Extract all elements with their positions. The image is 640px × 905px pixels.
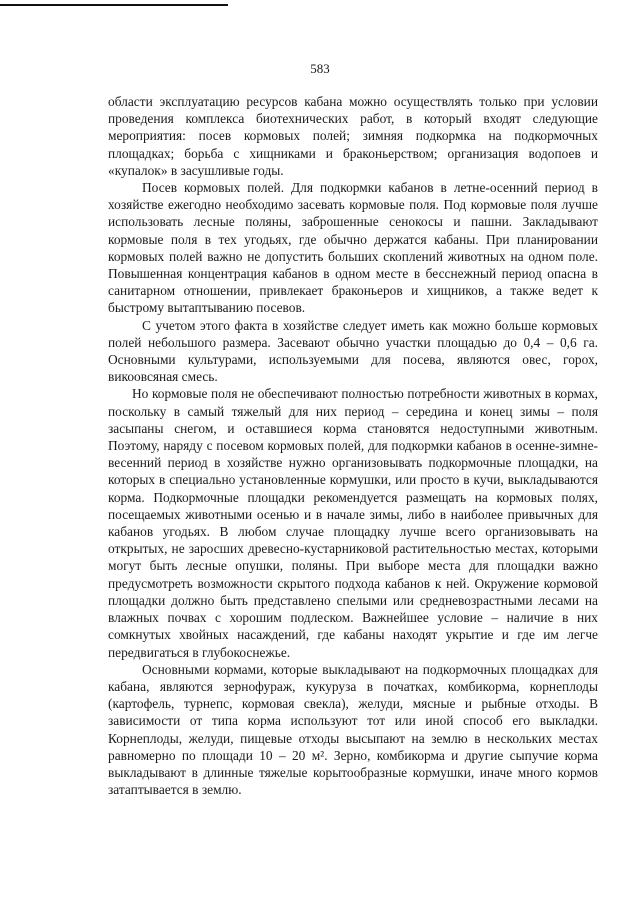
- paragraph-continuation: области эксплуатацию ресурсов кабана можно осуществлять только при условии проведения комплекса биотехнических работ, в который входят следующие мероприятия: посев кормовых полей; зимняя подкормка на подкормочных площадках; борьба с хищниками и браконьерством; организация водопоев и «купалок» в засушливые годы.: [108, 94, 598, 178]
- paragraph-feeding-sites: Но кормовые поля не обеспечивают полностью потребности животных в кормах, поскольку в самый тяжелый для них период – середина и конец зимы – поля засыпаны снегом, и оставшиеся корма становятся недоступными животным. Поэтому, наряду с посевом кормовых полей, для подкормки кабанов в осенне-зимне-весенний период в хозяйстве нужно организовывать подкормочные площадки, на которых в специально установленные кормушки, или просто в кучи, выкладываются корма. Подкормочные площадки рекомендуется размещать на кормовых полях, посещаемых животными осенью и в начале зимы, либо в наиболее привычных для кабанов угодьях. В любом случае площадку лучше всего организовывать на открытых, не заросших древесно-кустарниковой растительностью местах, которыми могут быть лесные опушки, поляны. При выборе места для площадки важно предусмотреть возможности скрытого подхода кабанов к ней. Окружение кормовой площадки должно быть представлено спелыми или средневозрастными лесами на влажных почвах с хорошим подлеском. Важнейшее условие – наличие в них сомкнутых хвойных насаждений, где кабаны находят укрытие и где им легче передвигаться в глубокоснежье.: [108, 386, 598, 660]
- page-number: 583: [310, 61, 330, 76]
- top-rule: [0, 4, 228, 6]
- paragraph-small-fields: С учетом этого факта в хозяйстве следует иметь как можно больше кормовых полей небольшого размера. Засевают обычно участки площадью до 0,4 – 0,6 га. Основными культурами, используемыми для посева, являются овес, горох, викоовсяная смесь.: [108, 317, 598, 385]
- paragraph-main-feeds: Основными кормами, которые выкладывают на подкормочных площадках для кабана, являются зернофураж, кукуруза в початках, комбикорма, корнеплоды (картофель, турнепс, кормовая свекла), желуди, мясные и рыбные отходы. В зависимости от типа корма используют тот или иной способ его выкладки. Корнеплоды, желуди, пищевые отходы высыпают на землю в нескольких местах равномерно по площади 10 – 20 м². Зерно, комбикорма и другие сыпучие корма выкладывают в длинные тяжелые корытообразные кормушки, иначе много кормов затаптывается в землю.: [108, 661, 598, 798]
- document-body: [108, 93, 598, 798]
- paragraph-feed-fields: Посев кормовых полей. Для подкормки кабанов в летне-осенний период в хозяйстве ежегодно необходимо засевать кормовые поля. Под кормовые поля лучше использовать лесные поляны, заброшенные сенокосы и пашни. Закладывают кормовые поля в тех угодьях, где обычно держатся кабаны. При планировании кормовых полей важно не допустить больших скоплений животных на одном поле. Повышенная концентрация кабанов в одном месте в бесснежный период опасна в санитарном отношении, привлекает браконьеров и хищников, а также ведет к быстрому вытаптыванию посевов.: [108, 180, 598, 316]
